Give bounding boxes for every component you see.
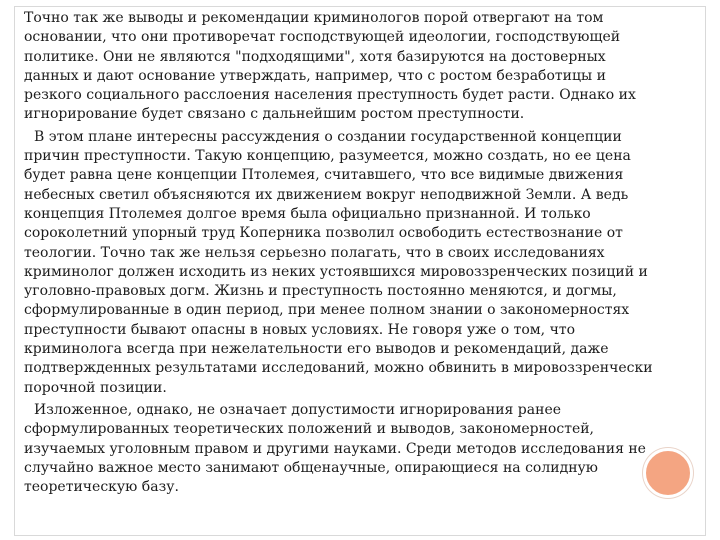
decorative-circle: [643, 448, 693, 498]
body-text: [24, 9, 654, 500]
paragraph-2: В этом плане интересны рассуждения о создании государственной концепции причин преступности. Такую концепцию, разумеется, можно создать, но ее цена будет равна цене концепции Птолемея, считавшего, что все видимые движения небесных светил объясняются их движением вокруг неподвижной Земли. А ведь концепция Птолемея долгое время была официально признанной. И только сороколетний упорный труд Коперника позволил освободить естествознание от теологии. Точно так же нельзя серьезно полагать, что в своих исследованиях криминолог должен исходить из неких устоявшихся мировоззренческих позиций и уголовно-правовых догм. Жизнь и преступность постоянно меняются, и догмы, сформулированные в один период, при менее полном знании о закономерностях преступности бывают опасны в новых условиях. Не говоря уже о том, что криминолога всегда при нежелательности его выводов и рекомендаций, даже подтвержденных результатами исследований, можно обвинить в мировоззренчески порочной позиции.: [24, 128, 653, 396]
paragraph-1: Точно так же выводы и рекомендации криминологов порой отвергают на том основании, что они противоречат господствующей идеологии, господствующей политике. Они не являются "подходящими", хотя базируются на достоверных данных и дают основание утверждать, например, что с ростом безработицы и резкого социального расслоения населения преступность будет расти. Однако их игнорирование будет связано с дальнейшим ростом преступности.: [24, 10, 636, 123]
paragraph-3: Изложенное, однако, не означает допустимости игнорирования ранее сформулированных теоретических положений и выводов, закономерностей, изучаемых уголовным правом и другими науками. Среди методов исследования не случайно важное место занимают общенаучные, опирающиеся на солидную теоретическую базу.: [24, 401, 646, 496]
